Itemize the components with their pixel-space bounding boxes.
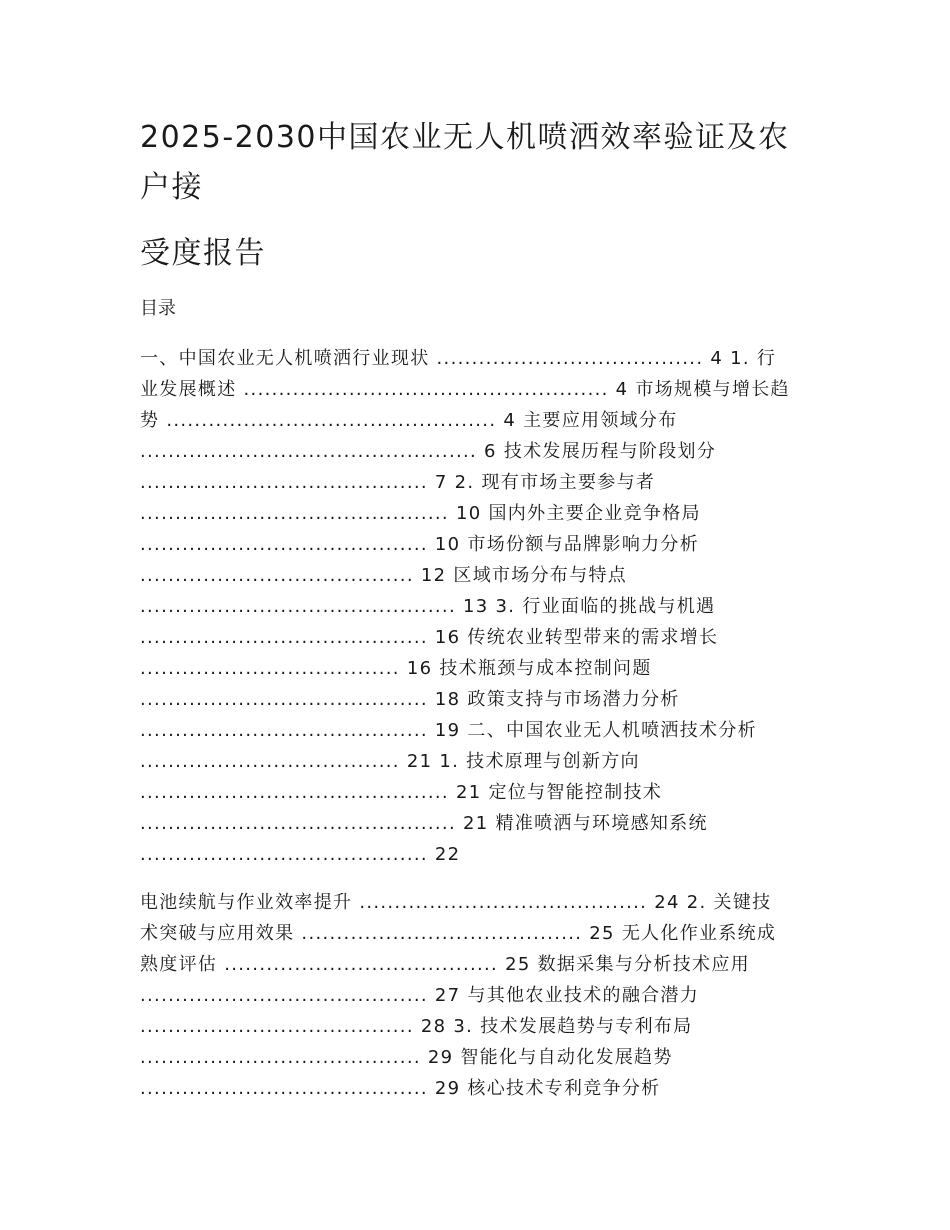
toc-line[interactable]: 势 ............................................... 4 主要应用领域分布 bbox=[140, 410, 678, 431]
toc-line[interactable]: ......................................... 7 2. 现有市场主要参与者 bbox=[140, 472, 656, 493]
toc-line[interactable]: ......................................... 27 与其他农业技术的融合潜力 bbox=[140, 985, 700, 1006]
toc-line[interactable]: ....................................... 28 3. 技术发展趋势与专利布局 bbox=[140, 1016, 693, 1037]
toc-heading: 目录 bbox=[140, 298, 176, 319]
toc-line[interactable]: 熟度评估 ....................................... 25 数据采集与分析技术应用 bbox=[140, 954, 750, 975]
toc-line[interactable]: ............................................ 21 定位与智能控制技术 bbox=[140, 782, 663, 803]
toc-line[interactable]: ............................................. 21 精准喷洒与环境感知系统 bbox=[140, 813, 708, 834]
toc-line[interactable]: 一、中国农业无人机喷洒行业现状 ...................................... 4 1. 行 bbox=[140, 348, 777, 369]
toc-line[interactable]: 业发展概述 .................................................... 4 市场规模与增长趋 bbox=[140, 379, 790, 400]
report-title-line-2: 户接 bbox=[140, 170, 203, 205]
toc-line[interactable]: 电池续航与作业效率提升 ......................................... 24 2. 关键技 bbox=[140, 892, 772, 913]
report-title-line-3: 受度报告 bbox=[140, 236, 266, 271]
toc-line[interactable]: ............................................. 13 3. 行业面临的挑战与机遇 bbox=[140, 596, 716, 617]
toc-line[interactable]: ........................................ 29 智能化与自动化发展趋势 bbox=[140, 1047, 673, 1068]
toc-line[interactable]: ..................................... 21 1. 技术原理与创新方向 bbox=[140, 751, 640, 772]
toc-line[interactable]: ..................................... 16 技术瓶颈与成本控制问题 bbox=[140, 658, 652, 679]
toc-line[interactable]: ......................................... 29 核心技术专利竞争分析 bbox=[140, 1078, 661, 1099]
toc-line[interactable]: ......................................... 10 市场份额与品牌影响力分析 bbox=[140, 534, 700, 555]
toc-line[interactable]: ......................................... 18 政策支持与市场潜力分析 bbox=[140, 689, 680, 710]
toc-line[interactable]: ................................................ 6 技术发展历程与阶段划分 bbox=[140, 441, 717, 462]
toc-block-1 bbox=[140, 343, 810, 870]
toc-block-2 bbox=[140, 887, 810, 1104]
toc-line[interactable]: ......................................... 22 bbox=[140, 844, 461, 865]
toc-line[interactable]: ............................................ 10 国内外主要企业竞争格局 bbox=[140, 503, 701, 524]
toc-line[interactable]: ....................................... 12 区域市场分布与特点 bbox=[140, 565, 628, 586]
report-title-line-1: 2025-2030中国农业无人机喷洒效率验证及农 bbox=[140, 120, 790, 155]
toc-line[interactable]: ......................................... 19 二、中国农业无人机喷洒技术分析 bbox=[140, 720, 757, 741]
toc-line[interactable]: 术突破与应用效果 ........................................ 25 无人化作业系统成 bbox=[140, 923, 777, 944]
toc-line[interactable]: ......................................... 16 传统农业转型带来的需求增长 bbox=[140, 627, 719, 648]
